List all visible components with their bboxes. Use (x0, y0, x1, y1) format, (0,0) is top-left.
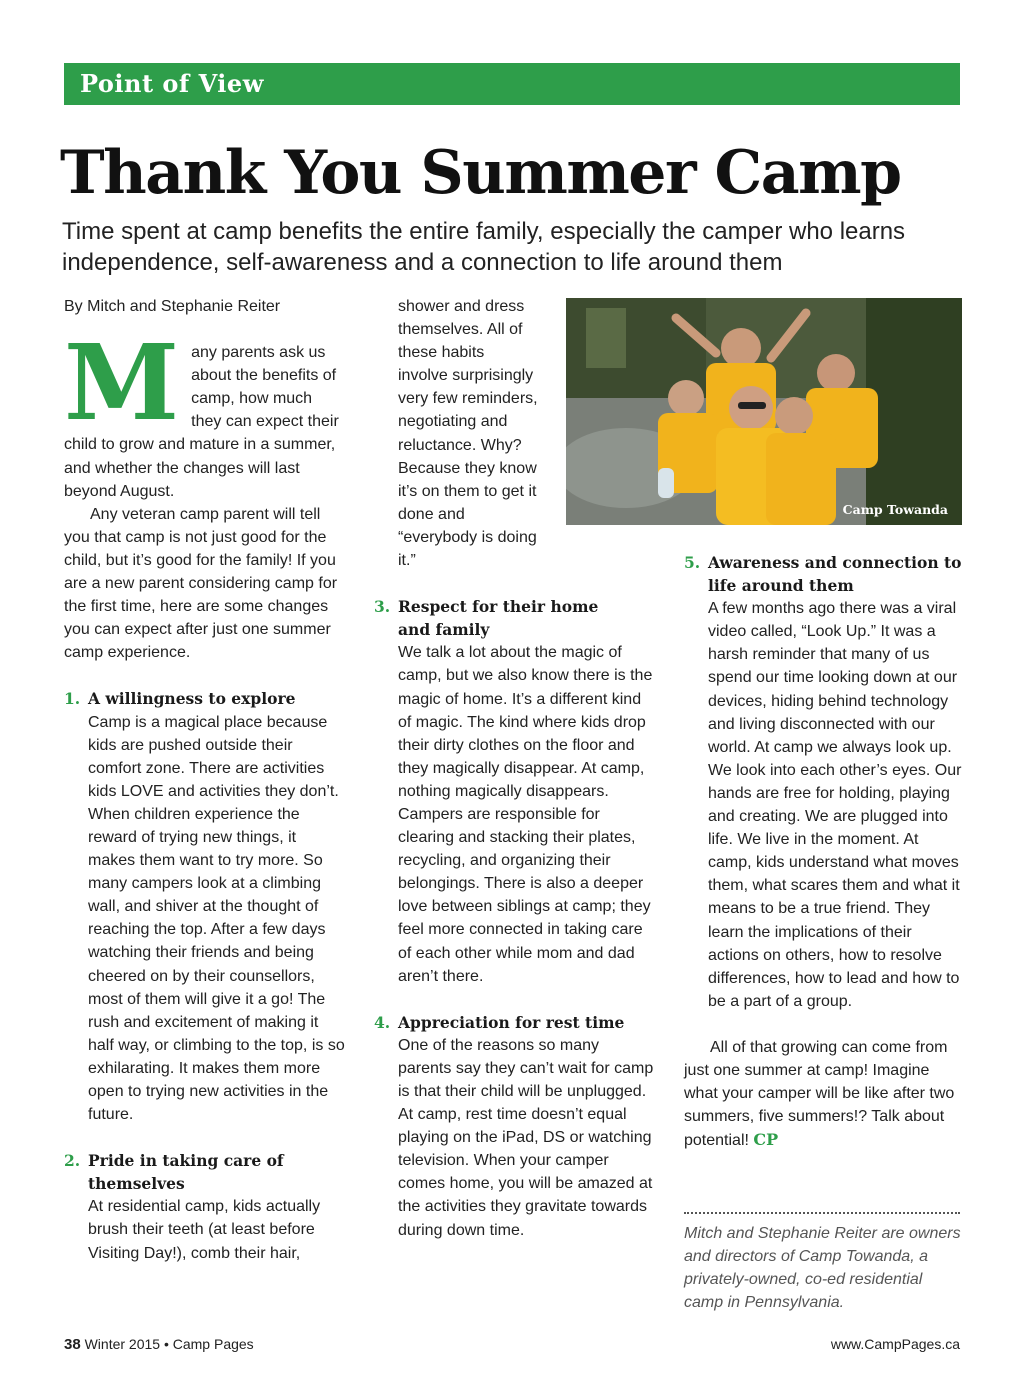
column-3 (684, 551, 964, 1152)
dek: Time spent at camp benefits the entire family, especially the camper who learns independence, self-awareness and a connection to life around them (62, 218, 906, 276)
author-bio: Mitch and Stephanie Reiter are owners and directors of Camp Towanda, a privately-owned, co-ed residential camp in Pennsylvania. (684, 1225, 961, 1312)
item-heading: Pride in taking care of themselves (88, 1151, 284, 1194)
intro-paragraph-2: Any veteran camp parent will tell you that camp is not just good for the child, but it’s good for the family! If you are a new parent considering camp for the first time, here are some changes you can expect after just one summer camp experience. (64, 505, 338, 662)
item-number: 1. (64, 689, 81, 709)
closing-paragraph (684, 1036, 964, 1152)
closing-mark: CP (753, 1130, 779, 1150)
byline: By Mitch and Stephanie Reiter (64, 298, 281, 315)
item-number: 5. (684, 553, 701, 572)
item-heading: Appreciation for rest time (398, 1012, 625, 1032)
list-item-4 (374, 1011, 656, 1242)
photo-credit: Camp Towanda (842, 502, 948, 517)
footer-left (64, 1336, 254, 1353)
item-number: 2. (64, 1151, 81, 1171)
item-heading: Awareness and connection to life around them (708, 553, 962, 596)
campers-photo-image (566, 298, 962, 525)
list-item-5 (684, 551, 964, 1013)
section-banner (64, 63, 960, 105)
item-body: Camp is a magical place because kids are pushed outside their comfort zone. There are activities kids LOVE and activities they don’t. When children experience the reward of trying new things, it makes them want to try more. So many campers look at a climbing wall, and shiver at the thought of reaching the top. After a few days watching their friends and being cheered on by their counsellors, most of them will give it a go! The rush and excitement of making it half way, or climbing to the top, is so exhilarating. It makes them more open to trying new activities in the future. (88, 713, 345, 1124)
headline: Thank You Summer Camp (60, 138, 901, 208)
intro-paragraph-1: any parents ask us about the benefits of camp, how much they can expect their child to grow and mature in a summer, and whether the changes will last beyond August. (64, 344, 339, 500)
camp-photo (566, 298, 962, 525)
item-body: A few months ago there was a viral video called, “Look Up.” It was a harsh reminder that many of us spend our time looking down at our devices, hiding behind technology and living disconnected with our world. At camp we always look up. We look into each other’s eyes. Our hands are free for holding, playing and creating. We are plugged into life. We live in the moment. At camp, kids understand what moves them, what scares them and what it means to be a true friend. They learn the implications of their actions on others, how to resolve differences, how to lead and how to be a part of a group. (708, 600, 962, 1010)
item-number: 4. (374, 1012, 391, 1032)
item-number: 3. (374, 597, 391, 617)
item-body-continued: shower and dress themselves. All of these habits involve surprisingly very few reminders, negotiating and reluctance. Why? Because they know it’s on them to get it done and “everybody is doing it.” (398, 298, 538, 570)
item-heading: Respect for their home and family (398, 597, 599, 640)
item-body: We talk a lot about the magic of camp, but we also know there is the magic of home. It’s a different kind of magic. The kind where kids drop their dirty clothes on the floor and they magically disappear. At camp, nothing magically disappears. Campers are responsible for clearing and stacking their plates, recycling, and organizing their belongings. There is also a deeper love between siblings at camp; they feel more connected in taking care of each other while mom and dad aren’t there. (398, 644, 653, 985)
item-heading: A willingness to explore (88, 689, 296, 709)
column-1 (64, 295, 346, 1265)
item-body: One of the reasons so many parents say they can’t wait for camp is that their child will be unplugged. At camp, rest time doesn’t equal playing on the iPad, DS or watching television. When your camper comes home, you will be amazed at the activities they gravitate towards during down time. (398, 1036, 654, 1239)
drop-cap: M (64, 321, 180, 445)
list-item-3 (374, 595, 656, 988)
footer-url: www.CampPages.ca (830, 1336, 960, 1352)
list-item-1 (64, 687, 346, 1126)
item-body: At residential camp, kids actually brush their teeth (at least before Visiting Day!), comb their hair, (88, 1198, 321, 1262)
item-2-continued (374, 295, 538, 572)
intro-block (64, 321, 346, 664)
issue-info: Winter 2015 • Camp Pages (84, 1336, 254, 1352)
list-item-2 (64, 1149, 346, 1264)
closing-text: All of that growing can come from just one summer at camp! Imagine what your camper will be like after two summers, five summers!? Talk about potential! (684, 1038, 955, 1150)
page-number: 38 (64, 1336, 81, 1353)
section-label: Point of View (80, 69, 264, 98)
bio-divider (684, 1212, 960, 1214)
